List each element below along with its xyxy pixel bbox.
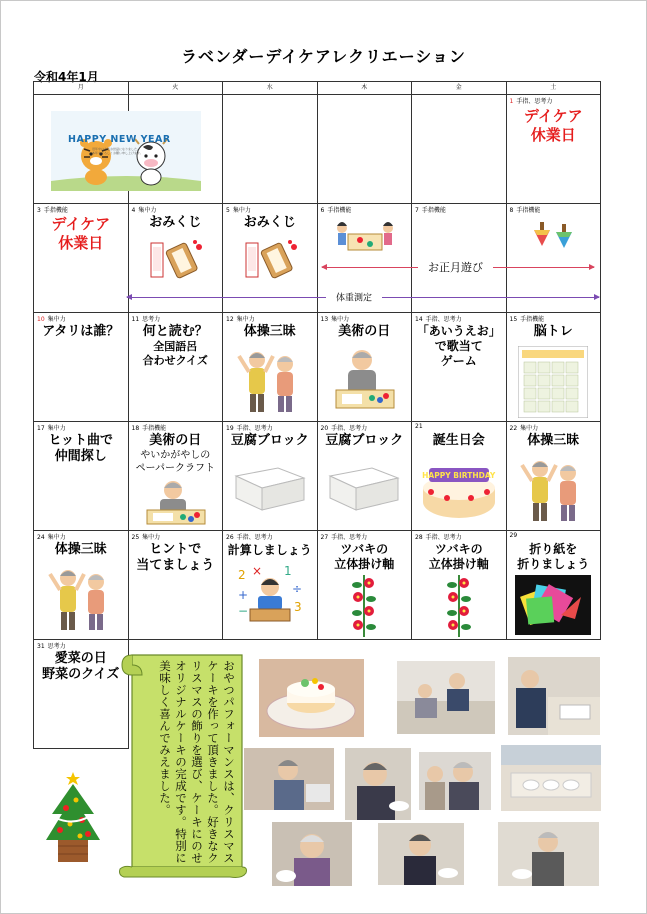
day-cell-20 [317, 422, 412, 531]
event-title: 体操三昧 [243, 324, 296, 339]
day-number: 25 [131, 534, 140, 541]
day-number: 15 [509, 316, 518, 323]
day-number: 6 [320, 207, 325, 214]
day-tags: 手指、思考力 [425, 316, 462, 323]
day-cell-10 [34, 313, 129, 422]
painting-elderly-icon [143, 480, 207, 526]
activity-photo [244, 748, 334, 810]
day-cell-1 [506, 95, 601, 204]
day-number: 29 [509, 532, 518, 539]
day-number: 22 [509, 425, 518, 432]
day-tags: 手指、思考力 [425, 534, 462, 541]
event-title: 体操三昧 [54, 542, 107, 557]
exercise-elderly-icon [235, 346, 305, 416]
day-tags: 集中力 [520, 425, 539, 432]
event-title: 体操三昧 [527, 433, 580, 448]
day-cell-22 [506, 422, 601, 531]
svg-text:1: 1 [283, 564, 292, 578]
day-tags: 集中力 [236, 316, 255, 323]
day-number: 24 [37, 534, 45, 541]
event-title: 愛菜の日 [54, 651, 107, 666]
new-year-games-label: お正月遊び [418, 259, 493, 275]
weekday-header-row [34, 82, 601, 95]
day-cell-11 [128, 313, 223, 422]
day-cell-empty [128, 95, 223, 204]
day-tags: 集中力 [142, 534, 161, 541]
origami-icon [515, 575, 591, 635]
day-cell-18 [128, 422, 223, 531]
day-number: 27 [320, 534, 329, 541]
event-title: 計算しましょう [227, 543, 312, 557]
day-tags: 集中力 [232, 207, 251, 214]
event-title: 折り紙を [529, 542, 578, 556]
event-title: 折りましょう [517, 557, 590, 571]
activity-photo [419, 752, 491, 810]
day-tags: 手指、思考力 [331, 425, 368, 432]
event-title: 「あいうえお」 [416, 324, 501, 338]
day-number: 31 [37, 643, 45, 650]
event-subtitle: やいかがやしの [140, 450, 211, 461]
day-number: 10 [37, 316, 45, 323]
weekday-fri: 金 [412, 82, 507, 95]
day-tags: 手指機能 [327, 207, 352, 214]
omikuji-icon [240, 237, 300, 281]
birthday-cake-text: HAPPY BIRTHDAY [422, 471, 496, 480]
event-title: 豆腐ブロック [230, 433, 309, 448]
exercise-elderly-icon [518, 455, 588, 525]
day-cell-24 [34, 531, 129, 640]
day-number: 4 [131, 207, 136, 214]
svg-text:+: + [237, 588, 248, 602]
day-tags: 手指、思考力 [516, 98, 553, 105]
tofu-block-icon [324, 460, 404, 516]
week-row-4 [34, 422, 601, 531]
weekday-thu: 木 [317, 82, 412, 95]
day-cell-12 [223, 313, 318, 422]
day-cell-19 [223, 422, 318, 531]
day-number: 21 [415, 423, 423, 430]
brain-training-sheet-icon [518, 346, 588, 418]
event-title: ヒット曲で [48, 433, 114, 448]
day-number: 5 [226, 207, 230, 214]
day-number: 19 [226, 425, 234, 432]
week-row-1 [34, 95, 601, 204]
event-title: 誕生日会 [432, 433, 485, 448]
message-text: おやつパフォーマンスは、クリスマスケーキを作って頂きました。好きなクリスマスの飾りを選び、ケーキにのせオリジナルケーキの完成です。特別に美味しく喜んでみえました。 [158, 660, 236, 864]
page-title: ラベンダーデイケアレクリエーション [180, 47, 466, 66]
day-tags: 手指、思考力 [236, 425, 273, 432]
day-cell-14 [412, 313, 507, 422]
event-title: ツバキの [434, 542, 483, 556]
day-cell-21 [412, 422, 507, 531]
day-tags: 手指機能 [516, 207, 541, 214]
activity-photo [508, 657, 600, 735]
weight-check-label: 体重測定 [326, 291, 382, 304]
svg-text:2: 2 [237, 568, 246, 582]
day-number: 1 [509, 98, 514, 105]
month-label: 令和4年1月 [34, 70, 99, 84]
day-tags: 集中力 [47, 425, 66, 432]
calculation-icon [234, 563, 306, 625]
day-tags: 手指機能 [43, 207, 68, 214]
svg-text:3: 3 [293, 600, 302, 614]
event-title: 美術の日 [149, 433, 202, 448]
new-year-card-note-1: 旧年中は大変お世話になりました。 [92, 147, 141, 151]
event-title: おみくじ [243, 215, 296, 230]
day-number: 7 [415, 207, 419, 214]
activity-photo [501, 745, 601, 811]
weekday-mon: 月 [34, 82, 129, 95]
day-cell-13 [317, 313, 412, 422]
camellia-scroll-icon [349, 575, 379, 637]
event-title: デイケア [51, 215, 111, 233]
day-tags: 手指機能 [520, 316, 545, 323]
birthday-cake-icon [419, 458, 499, 524]
new-year-card-note-2: 本年もよろしくお願い申し上げます。 [92, 151, 143, 155]
day-number: 17 [37, 425, 45, 432]
day-number: 3 [37, 207, 41, 214]
event-title: 立体掛け軸 [428, 557, 489, 571]
activity-photo [378, 823, 464, 885]
camellia-scroll-icon [444, 575, 474, 637]
day-number: 11 [131, 316, 140, 323]
week-row-3 [34, 313, 601, 422]
weekday-wed: 水 [223, 82, 318, 95]
new-year-games-icon [332, 216, 396, 256]
day-tags: 手指機能 [421, 207, 446, 214]
event-title: おみくじ [149, 215, 202, 230]
svg-text:−: − [237, 604, 248, 618]
day-number: 28 [415, 534, 423, 541]
day-cell-27 [317, 531, 412, 640]
day-number: 14 [415, 316, 423, 323]
day-cell-empty [34, 95, 171, 204]
cake-photo [259, 659, 364, 737]
day-number: 8 [509, 207, 514, 214]
event-title: 豆腐ブロック [325, 433, 404, 448]
day-cell-26 [223, 531, 318, 640]
painting-elderly-icon [332, 346, 396, 412]
event-title: アタリは誰？ [42, 324, 120, 339]
day-cell-empty [223, 95, 318, 204]
activity-photo [272, 822, 352, 886]
event-subtitle: ペーパークラフト [135, 463, 215, 474]
event-title: 当てましょう [136, 558, 215, 573]
day-tags: 集中力 [138, 207, 157, 214]
event-title: デイケア [523, 107, 583, 125]
day-cell-29 [506, 531, 601, 640]
week-row-5 [34, 531, 601, 640]
day-cell-31 [34, 640, 129, 749]
day-tags: 手指、思考力 [331, 534, 368, 541]
day-cell-empty [412, 95, 507, 204]
activity-photo [345, 748, 411, 820]
weekday-sat: 土 [506, 82, 601, 95]
day-number: 13 [320, 316, 329, 323]
day-cell-25 [128, 531, 223, 640]
new-year-card-text: HAPPY NEW YEAR [68, 134, 171, 145]
event-subtitle: 合わせクイズ [142, 354, 208, 367]
event-subtitle: 全国語呂 [153, 340, 198, 353]
svg-text:×: × [251, 564, 262, 578]
event-title: 仲間探し [54, 449, 107, 464]
activity-photo [397, 661, 495, 734]
event-title: 休業日 [530, 126, 576, 144]
activity-photo [498, 822, 599, 886]
event-title: 脳トレ [533, 324, 573, 339]
spinning-top-icon [528, 216, 578, 252]
event-title: 何と読む？ [142, 324, 208, 339]
day-number: 26 [226, 534, 234, 541]
svg-text:÷: ÷ [291, 582, 302, 596]
day-tags: 手指、思考力 [236, 534, 273, 541]
day-tags: 思考力 [47, 643, 66, 650]
day-cell-15 [506, 313, 601, 422]
day-tags: 思考力 [142, 316, 161, 323]
day-number: 12 [226, 316, 234, 323]
day-number: 20 [320, 425, 329, 432]
omikuji-icon [145, 237, 205, 281]
event-title: ヒントで [149, 542, 202, 557]
event-title: 野菜のクイズ [42, 667, 120, 682]
event-title: で歌当て [434, 339, 483, 353]
event-title: 美術の日 [338, 324, 391, 339]
day-cell-28 [412, 531, 507, 640]
day-cell-17 [34, 422, 129, 531]
day-tags: 集中力 [331, 316, 350, 323]
day-tags: 集中力 [47, 534, 66, 541]
weekday-tue: 火 [128, 82, 223, 95]
day-cell-empty [317, 95, 412, 204]
christmas-tree-icon [36, 766, 110, 866]
day-tags: 集中力 [47, 316, 66, 323]
event-title: 立体掛け軸 [334, 557, 395, 571]
event-title: ツバキの [340, 542, 389, 556]
exercise-elderly-icon [46, 564, 116, 634]
day-tags: 手指機能 [142, 425, 167, 432]
event-title: ゲーム [440, 354, 477, 368]
tofu-block-icon [230, 460, 310, 516]
day-cell-3 [34, 204, 129, 313]
day-number: 18 [131, 425, 140, 432]
event-title: 休業日 [58, 234, 104, 252]
